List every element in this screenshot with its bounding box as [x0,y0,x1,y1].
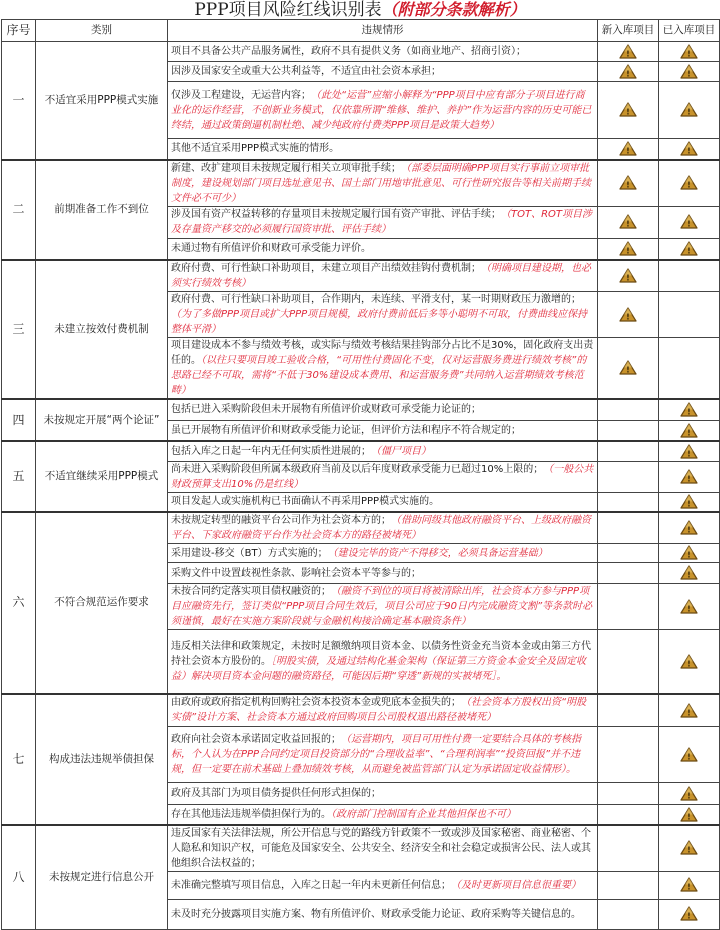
existing-project-cell [659,544,720,563]
svg-text:!: ! [626,107,630,117]
violation-text: 未通过物有所值评价和财政可承受能力评价。 [171,243,371,255]
warning-icon [619,268,637,283]
violation-note: （此处“运营”应缩小解释为“PPP项目中应有部分子项目进行商业化的运作经营，不创新业务模式，仅依靠所谓“维修、维护、养护”作为运营内容的历史可能已终结，通过政策倒逼机制杜绝、减少纯政府付费类PPP项目是政策大趋势） [171,89,592,131]
violation-cell [168,42,598,62]
table-body [2,42,720,930]
svg-text:!: ! [687,791,691,801]
warning-icon [619,44,637,59]
existing-project-cell [659,420,720,441]
new-project-cell [598,805,659,825]
violation-text: 新建、改扩建项目未按规定履行相关立项审批手续； [171,162,401,174]
violation-note: （及时更新项目信息很重要） [451,879,581,891]
svg-text:!: ! [687,659,691,669]
violation-text: 项目建设成本不参与绩效考核，或实际与绩效考核结果挂钩部分占比不足30%，固化政府支出责任的。 [171,340,594,366]
existing-project-cell [659,563,720,584]
table-row [2,42,720,62]
existing-project-cell [659,82,720,139]
header-row [2,20,720,42]
warning-icon [680,786,698,801]
svg-text:!: ! [626,273,630,283]
existing-project-cell [659,139,720,160]
svg-text:!: ! [687,708,691,718]
new-project-cell [598,292,659,338]
warning-icon [619,241,637,256]
violation-cell [168,420,598,441]
existing-project-cell [659,694,720,727]
table-row [2,260,720,292]
new-project-cell [598,206,659,238]
existing-project-cell [659,783,720,805]
violation-text: 采购文件中设置歧视性条款、影响社会资本平等参与的； [171,567,421,579]
violation-note: ［明股实债，及通过结构化基金架构（保证第三方资金本金安全及固定收益）解决项目资本金问题的融资路径，可能因后期“穿透”新规的实被堵死］。 [171,655,586,682]
existing-project-cell [659,238,720,260]
svg-text:!: ! [687,146,691,156]
violation-cell [168,206,598,238]
table-row [2,825,720,872]
group-number: 四 [2,399,36,441]
new-project-cell [598,338,659,400]
violation-cell [168,563,598,584]
violation-cell [168,238,598,260]
violation-note: （一般公共财政预算支出10%仍是红线） [171,463,594,490]
svg-text:!: ! [687,474,691,484]
new-project-cell [598,544,659,563]
warning-icon [680,214,698,229]
existing-project-cell [659,338,720,400]
existing-project-cell [659,206,720,238]
new-project-cell [598,512,659,544]
group-category: 未按规定开展“两个论证” [36,399,168,441]
violation-cell [168,783,598,805]
warning-icon [680,175,698,190]
existing-project-cell [659,727,720,783]
warning-icon [680,877,698,892]
page-title [0,0,720,19]
title-main: PPP项目风险红线识别表 [194,0,382,20]
violation-cell [168,694,598,727]
header-existing-project: 已入库项目 [659,20,720,42]
violation-text: 由政府或政府指定机构回购社会资本投资本金或兜底本金损失的； [171,697,461,709]
table-row [2,399,720,420]
existing-project-cell [659,871,720,899]
violation-cell [168,160,598,207]
svg-text:!: ! [687,911,691,921]
new-project-cell [598,492,659,512]
violation-text: 未按规定转型的融资平台公司作为社会资本方的； [171,515,391,526]
warning-icon [680,44,698,59]
new-project-cell [598,727,659,783]
svg-text:!: ! [687,180,691,190]
new-project-cell [598,825,659,872]
warning-icon [680,241,698,256]
new-project-cell [598,441,659,461]
warning-icon [680,545,698,560]
header-category: 类别 [36,20,168,42]
warning-icon [680,520,698,535]
svg-text:!: ! [687,107,691,117]
new-project-cell [598,871,659,899]
violation-cell [168,727,598,783]
existing-project-cell [659,512,720,544]
violation-text: 虽已开展物有所值评价和财政承受能力论证，但评价方法和程序不符合规定的； [171,424,521,436]
svg-text:!: ! [626,180,630,190]
group-category: 前期准备工作不到位 [36,160,168,261]
existing-project-cell [659,260,720,292]
violation-cell [168,544,598,563]
warning-icon [680,747,698,762]
violation-note: （建设完毕的资产不得移交，必须具备运营基础） [327,547,548,559]
existing-project-cell [659,399,720,420]
new-project-cell [598,260,659,292]
violation-cell [168,441,598,461]
new-project-cell [598,461,659,492]
header-violation: 违规情形 [168,20,598,42]
warning-icon [680,141,698,156]
violation-note: （融资不到位的项目将被清除出库，社会资本方参与PPP项目应融资先行，签订类似“PPP项目合同生效后，项目公司应于90日内完成融资文割”等条款时必须谨慎，最好在实施方案阶段就与金融机构接洽确定基本融资条件） [171,586,593,627]
group-category: 不适宜继续采用PPP模式 [36,441,168,512]
svg-text:!: ! [687,407,691,417]
warning-icon [619,307,637,322]
svg-text:!: ! [687,845,691,855]
table-row [2,694,720,727]
new-project-cell [598,563,659,584]
existing-project-cell [659,899,720,929]
existing-project-cell [659,805,720,825]
new-project-cell [598,420,659,441]
group-number: 二 [2,160,36,261]
header-new-project: 新入库项目 [598,20,659,42]
svg-text:!: ! [626,49,630,59]
violation-text: 项目发起人或实施机构已书面确认不再采用PPP模式实施的。 [171,496,440,508]
violation-text: 未及时充分披露项目实施方案、物有所值评价、财政承受能力论证、政府采购等关键信息的。 [171,908,581,920]
svg-text:!: ! [687,246,691,256]
existing-project-cell [659,492,720,512]
violation-text: 其他不适宜采用PPP模式实施的情形。 [171,143,340,155]
svg-text:!: ! [687,219,691,229]
violation-text: 未按合同约定落实项目债权融资的； [171,586,331,597]
violation-note: （借助同级其他政府融资平台、上级政府融资平台、下家政府融资平台作为社会资本方的路径被堵死） [171,515,591,541]
violation-cell [168,899,598,929]
violation-cell [168,512,598,544]
new-project-cell [598,160,659,207]
warning-icon [680,654,698,669]
group-category: 不符合规范运作要求 [36,512,168,694]
risk-redline-table [1,19,720,930]
violation-text: 尚未进入采购阶段但所属本级政府当前及以后年度财政承受能力已超过10%上限的； [171,463,544,475]
violation-text: 因涉及国家安全或重大公共利益等，不适宜由社会资本承担； [171,66,441,77]
svg-text:!: ! [626,69,630,79]
group-category: 不适宜采用PPP模式实施 [36,42,168,160]
violation-note: （明确项目建设期，也必须实行绩效考核） [171,263,591,289]
svg-text:!: ! [687,449,691,459]
violation-cell [168,871,598,899]
violation-cell [168,260,598,292]
violation-text: 涉及国有资产权益转移的存量项目未按规定履行国有资产审批、评估手续； [171,209,501,220]
violation-cell [168,292,598,338]
group-category: 未按规定进行信息公开 [36,825,168,930]
violation-note: （僵尸项目） [371,445,431,457]
violation-note: （部委层面明确PPP项目实行事前立项审批制度，建设规划部门项目选址意见书、国土部门用地审批意见、可行性研究报告等相关前期手续文件必不可少） [171,162,591,204]
warning-icon [680,402,698,417]
violation-text: 包括入库之日起一年内无任何实质性进展的； [171,445,371,457]
violation-note: （社会资本方股权出资“明股实债”设计方案、社会资本方通过政府回购项目公司股权退出路径被堵死） [171,697,587,724]
violation-text: 政府付费、可行性缺口补助项目，未建立项目产出绩效挂钩付费机制； [171,263,481,274]
existing-project-cell [659,461,720,492]
svg-text:!: ! [687,428,691,438]
warning-icon [680,599,698,614]
svg-text:!: ! [687,69,691,79]
violation-note: （以往只要项目竣工验收合格，“可用性付费固化不变，仅对运营服务费进行绩效考核”的思路已经不可取，需将“不低于30%建设成本费用、和运营服务费”共同纳入运营期绩效考核范畴） [171,355,587,396]
violation-text: 存在其他违法违规举债担保行为的。 [171,808,331,820]
violation-cell [168,82,598,139]
group-number: 八 [2,825,36,930]
warning-icon [619,175,637,190]
warning-icon [680,840,698,855]
violation-cell [168,62,598,82]
existing-project-cell [659,825,720,872]
svg-text:!: ! [626,365,630,375]
existing-project-cell [659,584,720,630]
svg-text:!: ! [687,49,691,59]
warning-icon [619,141,637,156]
new-project-cell [598,62,659,82]
title-subtitle: （附部分条款解析） [381,0,526,19]
new-project-cell [598,238,659,260]
new-project-cell [598,899,659,929]
group-number: 一 [2,42,36,160]
svg-text:!: ! [687,499,691,509]
violation-note: （TOT、ROT项目涉及存量资产移交的必须履行国资审批、评估手续） [171,209,593,235]
svg-text:!: ! [687,550,691,560]
warning-icon [619,102,637,117]
violation-text: 未准确完整填写项目信息，入库之日起一年内未更新任何信息； [171,879,451,891]
group-category: 构成违法违规举债担保 [36,694,168,825]
table-row [2,160,720,207]
header-no: 序号 [2,20,36,42]
group-number: 三 [2,260,36,399]
warning-icon [680,102,698,117]
table-row [2,512,720,544]
svg-text:!: ! [626,312,630,322]
violation-cell [168,825,598,872]
violation-note: （运营期内，项目可用性付费一定要结合具体的考核指标，个人认为在PPP合同约定项目投资部分的“合理收益率”、“合理利润率”“投资回报”并不违规，但一定要在前术基础上叠加绩效考核，从而避免被监管部门认定为承诺固定收益情形）。 [171,734,581,775]
group-number: 七 [2,694,36,825]
warning-icon [619,64,637,79]
violation-text: 政府付费、可行性缺口补助项目，合作期内，未连续、平滑支付，某一时期财政压力激增的； [171,294,581,305]
existing-project-cell [659,441,720,461]
violation-text: 政府及其部门为项目债务提供任何形式担保的； [171,788,381,799]
svg-text:!: ! [626,146,630,156]
warning-icon [680,906,698,921]
group-category: 未建立按效付费机制 [36,260,168,399]
violation-cell [168,399,598,420]
new-project-cell [598,630,659,694]
warning-icon [680,565,698,580]
new-project-cell [598,783,659,805]
warning-icon [680,494,698,509]
warning-icon [680,469,698,484]
new-project-cell [598,42,659,62]
violation-cell [168,338,598,400]
existing-project-cell [659,42,720,62]
svg-text:!: ! [687,752,691,762]
svg-text:!: ! [626,246,630,256]
violation-text: 违反相关法律和政策规定，未按时足额缴纳项目资本金、以债务性资金充当资本金或由第三方代持社会资本方股份的。 [171,640,591,667]
violation-text: 采用建设-移交（BT）方式实施的； [171,547,328,559]
violation-text: 项目不具备公共产品服务属性，政府不具有提供义务（如商业地产、招商引资）； [171,46,526,57]
violation-text: 仅涉及工程建设，无运营内容； [171,89,311,101]
warning-icon [680,423,698,438]
new-project-cell [598,82,659,139]
existing-project-cell [659,292,720,338]
svg-text:!: ! [687,525,691,535]
svg-text:!: ! [687,570,691,580]
new-project-cell [598,584,659,630]
group-number: 五 [2,441,36,512]
violation-cell [168,461,598,492]
violation-note: （政府部门控制国有企业其他担保也不可） [331,808,516,820]
svg-text:!: ! [687,882,691,892]
new-project-cell [598,399,659,420]
existing-project-cell [659,160,720,207]
existing-project-cell [659,630,720,694]
violation-note: （为了多做PPP项目或扩大PPP项目规模，政府付费前低后多等小聪明不可取，付费曲线应保持整体平滑） [171,309,588,335]
new-project-cell [598,694,659,727]
violation-text: 政府向社会资本承诺固定收益回报的； [171,734,341,745]
warning-icon [680,64,698,79]
warning-icon [680,444,698,459]
table-row [2,441,720,461]
svg-text:!: ! [687,604,691,614]
svg-text:!: ! [626,219,630,229]
group-number: 六 [2,512,36,694]
violation-cell [168,492,598,512]
warning-icon [680,703,698,718]
new-project-cell [598,139,659,160]
violation-cell [168,630,598,694]
warning-icon [680,807,698,822]
warning-icon [619,360,637,375]
violation-cell [168,805,598,825]
violation-cell [168,584,598,630]
violation-cell [168,139,598,160]
existing-project-cell [659,62,720,82]
svg-text:!: ! [687,812,691,822]
warning-icon [619,214,637,229]
violation-text: 违反国家有关法律法规，所公开信息与党的路线方针政策不一致或涉及国家秘密、商业秘密、个人隐私和知识产权，可能危及国家安全、公共安全、经济安全和社会稳定或损害公民、法人或其他组织合法权益的； [171,827,591,869]
violation-text: 包括已进入采购阶段但未开展物有所值评价或财政可承受能力论证的； [171,404,481,416]
